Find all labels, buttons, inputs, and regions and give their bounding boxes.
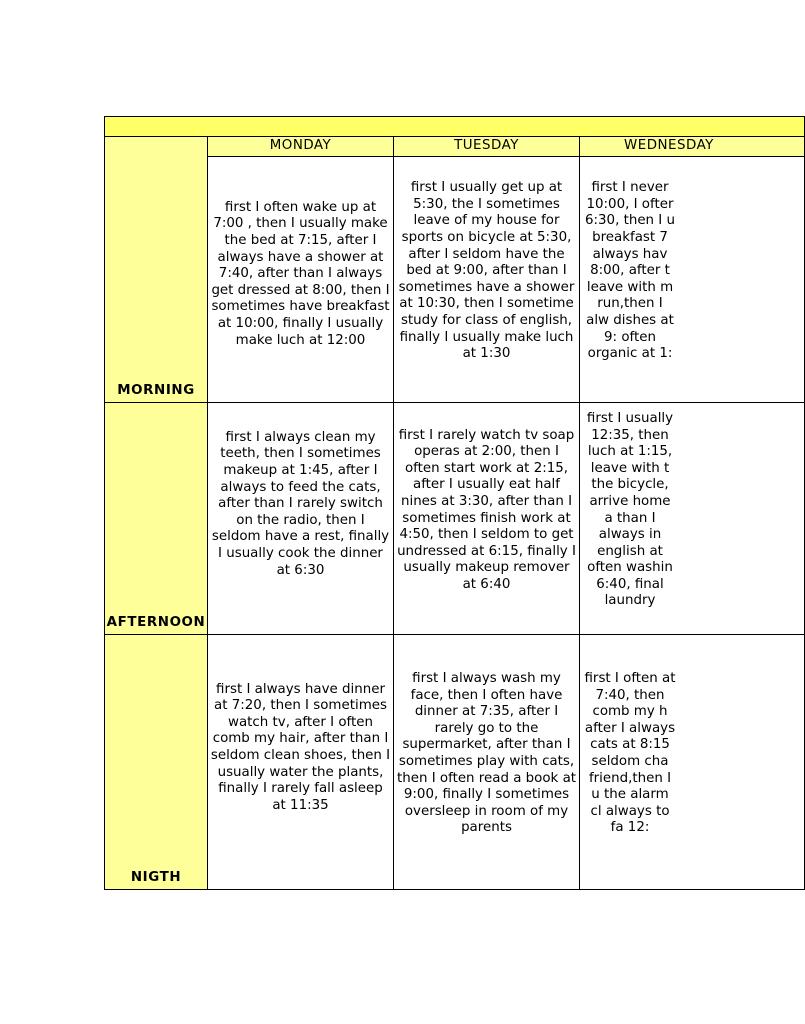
cell-text: first I often wake up at 7:00 , then I usually make the bed at 7:15, after I always have a shower at 7:40, after than I always get dressed at 8:00, then I sometimes have breakfast at 10:00, finally I usually make luch at 12:00 (211, 199, 390, 348)
cell-text: first I usually get up at 5:30, the I sometimes leave of my house for sports on bicycle at 5:30, after I seldom have the bed at 9:00, after than I sometimes have a shower at 10:30, then I sometime study for class of english, finally I usually make luch at 1:30 (398, 180, 575, 362)
cell-text: first I always have dinner at 7:20, then I sometimes watch tv, after I often comb my hair, after than I seldom clean shoes, then I usually water the plants, finally I rarely fall asleep at 11:35 (210, 681, 391, 813)
row-label-night: NIGTH (105, 635, 208, 890)
cell-text: first I rarely watch tv soap operas at 2:00, then I often start work at 2:15, after I usually eat half nines at 3:30, after than I sometimes finish work at 4:50, then I seldom to get undressed at 6:15, finally I usually makeup remover at 6:40 (397, 427, 576, 592)
day-header-row (105, 137, 805, 157)
schedule-row-night (105, 635, 805, 890)
title-banner (105, 117, 805, 137)
cell-afternoon-tuesday (394, 403, 580, 635)
cell-morning-monday (208, 157, 394, 403)
day-header-wednesday: WEDNESDAY (580, 137, 805, 157)
day-header-tuesday: TUESDAY (394, 137, 580, 157)
cell-night-wednesday (580, 635, 805, 890)
cell-afternoon-wednesday (580, 403, 805, 635)
cell-night-monday (208, 635, 394, 890)
day-header-monday: MONDAY (208, 137, 394, 157)
row-label-morning: MORNING (105, 137, 208, 403)
cell-text: first I always wash my face, then I often have dinner at 7:35, after I rarely go to the supermarket, after than I sometimes play with cats, then I often read a book at 9:00, finally I sometimes oversleep in room of my parents (396, 671, 577, 836)
cell-text: first I usually 12:35, then luch at 1:15, leave with t the bicycle, arrive home a than I always in english at often washin 6:40, final laundry (586, 410, 674, 609)
cell-night-tuesday (394, 635, 580, 890)
schedule-row-morning (105, 157, 805, 403)
row-label-afternoon: AFTERNOON (105, 403, 208, 635)
schedule-row-afternoon (105, 403, 805, 635)
cell-text: first I often at 7:40, then comb my h after I always cats at 8:15 seldom cha friend,then I u the alarm cl always to fa 12: (584, 671, 676, 836)
weekly-schedule-table (104, 116, 805, 890)
cell-text: first I always clean my teeth, then I sometimes makeup at 1:45, after I always to feed the cats, after than I rarely switch on the radio, then I seldom have a rest, finally I usually cook the dinner at 6:30 (211, 429, 390, 578)
cell-text: first I never 10:00, I ofter 6:30, then I u breakfast 7 always hav 8:00, after t leave with m run,then I alw dishes at 9: often organic at 1: (585, 180, 675, 362)
cell-morning-wednesday (580, 157, 805, 403)
cell-morning-tuesday (394, 157, 580, 403)
title-banner-row (105, 117, 805, 137)
cell-afternoon-monday (208, 403, 394, 635)
